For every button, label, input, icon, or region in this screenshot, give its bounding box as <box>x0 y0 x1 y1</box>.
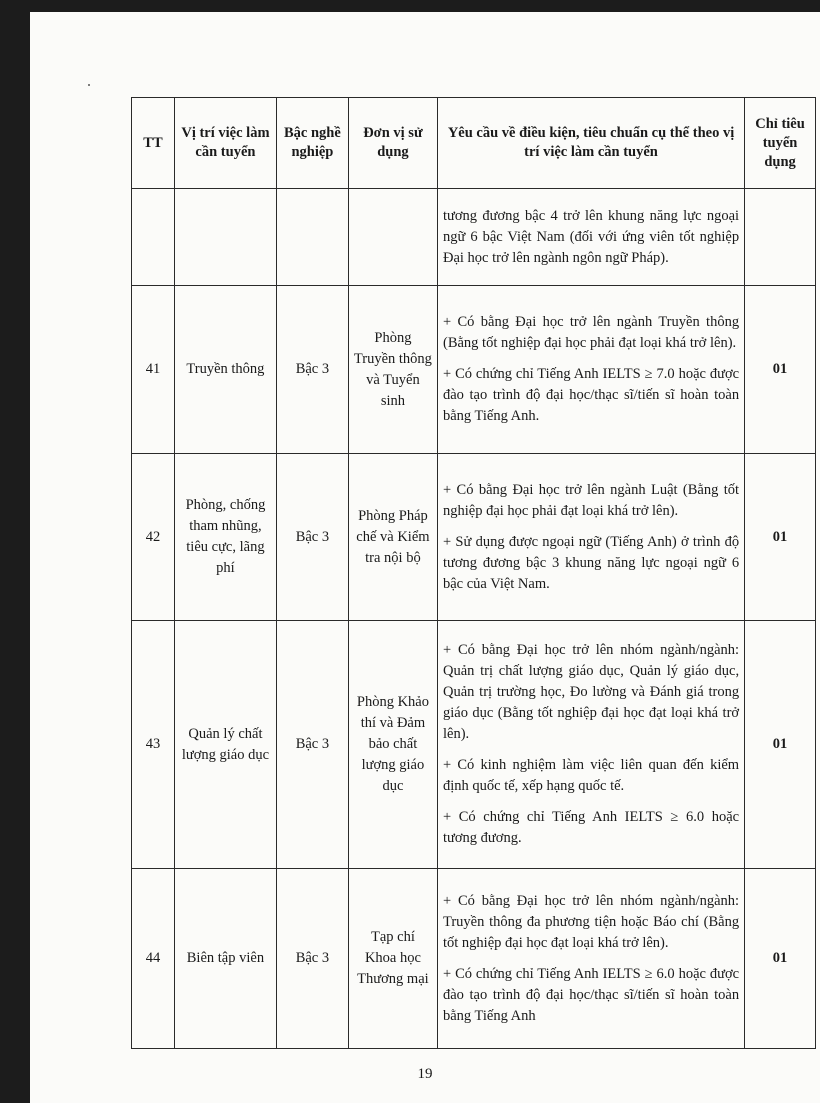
header-row <box>132 98 816 189</box>
cell-empty <box>174 189 276 286</box>
header-bac: Bậc nghề nghiệp <box>276 98 348 189</box>
table-row <box>132 869 816 1049</box>
table-row-continuation <box>132 189 816 286</box>
document-page <box>30 12 820 1103</box>
requirements <box>437 454 744 621</box>
quota: 01 <box>745 621 816 869</box>
table-row <box>132 621 816 869</box>
department: Tạp chí Khoa học Thương mại <box>348 869 437 1049</box>
requirements <box>437 869 744 1049</box>
department: Phòng Truyền thông và Tuyển sinh <box>348 286 437 454</box>
requirement-item: + Sử dụng được ngoại ngữ (Tiếng Anh) ở trình độ tương đương bậc 3 khung năng lực ngoại ngữ 6 bậc của Việt Nam. <box>442 533 740 592</box>
job-position: Quản lý chất lượng giáo dục <box>174 621 276 869</box>
table-row <box>132 454 816 621</box>
requirement-item: + Có bằng Đại học trở lên nhóm ngành/ngành: Truyền thông đa phương tiện hoặc Báo chí (Bằng tốt nghiệp đại học đạt loại khá trở lên). <box>442 892 740 951</box>
cell-empty <box>276 189 348 286</box>
page-number: 19 <box>417 1066 433 1082</box>
cell-empty <box>745 189 816 286</box>
job-position: Phòng, chống tham nhũng, tiêu cực, lãng phí <box>174 454 276 621</box>
header-tt: TT <box>132 98 175 189</box>
continuation-requirement: tương đương bậc 4 trở lên khung năng lực ngoại ngữ 6 bậc Việt Nam (đối với ứng viên tốt nghiệp Đại học trở lên ngành ngôn ngữ Pháp). <box>437 189 744 286</box>
row-number: 43 <box>132 621 175 869</box>
requirement-item: + Có chứng chỉ Tiếng Anh IELTS ≥ 6.0 hoặc được đào tạo trình độ đại học/thạc sĩ/tiến sĩ hoàn toàn bằng Tiếng Anh <box>442 965 740 1024</box>
cell-empty <box>132 189 175 286</box>
header-chi-tieu: Chỉ tiêu tuyển dụng <box>745 98 816 189</box>
quota: 01 <box>745 454 816 621</box>
job-position: Truyền thông <box>174 286 276 454</box>
job-grade: Bậc 3 <box>276 869 348 1049</box>
table-row <box>132 286 816 454</box>
requirement-item: + Có bằng Đại học trở lên nhóm ngành/ngành: Quản trị chất lượng giáo dục, Quản lý giáo dục, Quản trị trường học, Đo lường và Đánh giá trong giáo dục (Bằng tốt nghiệp đại học đạt loại khá trở lên). <box>442 642 740 742</box>
row-number: 41 <box>132 286 175 454</box>
header-vi-tri: Vị trí việc làm cần tuyển <box>174 98 276 189</box>
requirement-item: + Có bằng Đại học trở lên ngành Truyền thông (Bằng tốt nghiệp đại học phải đạt loại khá trở lên). <box>442 314 740 351</box>
quota: 01 <box>745 869 816 1049</box>
job-grade: Bậc 3 <box>276 454 348 621</box>
header-yeu-cau: Yêu cầu về điều kiện, tiêu chuẩn cụ thể theo vị trí việc làm cần tuyển <box>437 98 744 189</box>
requirement-item: + Có kinh nghiệm làm việc liên quan đến kiểm định quốc tế, xếp hạng quốc tế. <box>442 757 740 794</box>
row-number: 42 <box>132 454 175 621</box>
speck <box>88 84 90 86</box>
requirement-item: + Có chứng chỉ Tiếng Anh IELTS ≥ 6.0 hoặc tương đương. <box>442 809 740 846</box>
department: Phòng Pháp chế và Kiểm tra nội bộ <box>348 454 437 621</box>
quota: 01 <box>745 286 816 454</box>
header-don-vi: Đơn vị sử dụng <box>348 98 437 189</box>
requirements <box>437 621 744 869</box>
requirements <box>437 286 744 454</box>
department: Phòng Khảo thí và Đảm bảo chất lượng giáo dục <box>348 621 437 869</box>
job-grade: Bậc 3 <box>276 286 348 454</box>
recruitment-table <box>131 97 816 1049</box>
requirement-item: + Có chứng chỉ Tiếng Anh IELTS ≥ 7.0 hoặc được đào tạo trình độ đại học/thạc sĩ/tiến sĩ hoàn toàn bằng Tiếng Anh. <box>442 366 740 424</box>
requirement-item: + Có bằng Đại học trở lên ngành Luật (Bằng tốt nghiệp đại học phải đạt loại khá trở lên). <box>442 481 740 519</box>
job-grade: Bậc 3 <box>276 621 348 869</box>
job-position: Biên tập viên <box>174 869 276 1049</box>
row-number: 44 <box>132 869 175 1049</box>
cell-empty <box>348 189 437 286</box>
